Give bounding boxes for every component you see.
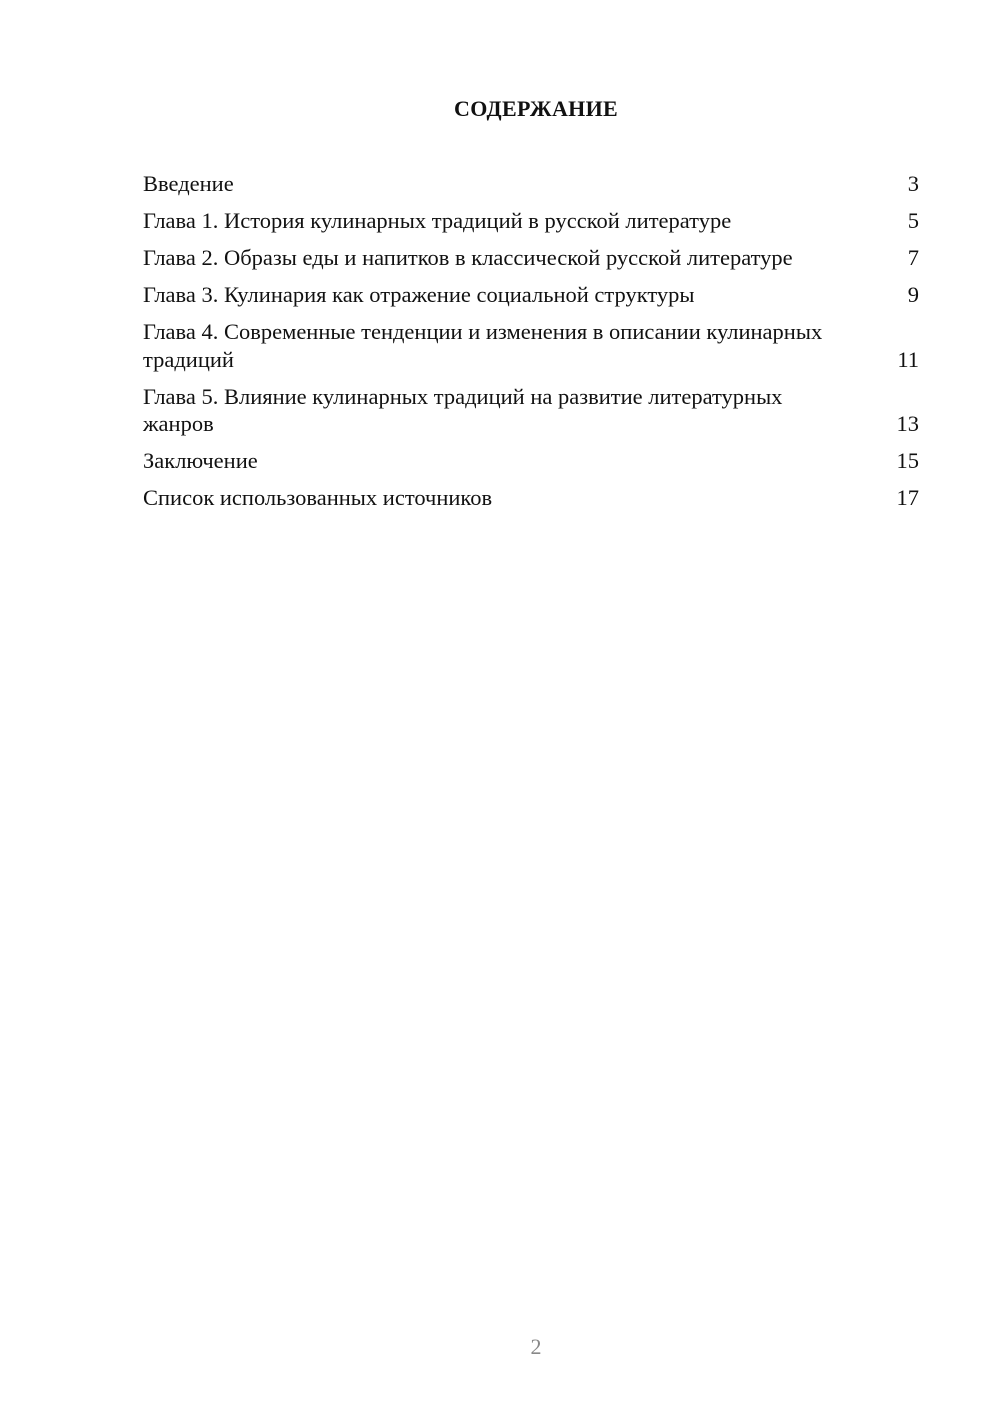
toc-entry-text: Глава 1. История кулинарных традиций в русской литературе (143, 208, 732, 233)
toc-entry-text: Глава 4. Современные тенденции и изменения в описании кулинарных традиций (143, 319, 823, 372)
toc-entry-references[interactable] (143, 484, 919, 512)
toc-entry-text: Заключение (143, 448, 258, 473)
toc-entry-page-number: 15 (896, 448, 919, 473)
toc-entry-chapter-4[interactable] (143, 318, 919, 373)
toc-entry-chapter-3[interactable] (143, 281, 919, 309)
page-number: 2 (530, 1334, 542, 1359)
toc-entry-text: Список использованных источников (143, 485, 493, 510)
toc-entry-chapter-5[interactable] (143, 383, 919, 438)
toc-entry-page-number: 17 (896, 485, 919, 510)
toc-entry-page-number: 5 (907, 208, 919, 233)
toc-entry-text: Глава 2. Образы еды и напитков в классической русской литературе (143, 245, 793, 270)
toc-entry-page-number: 7 (907, 245, 919, 270)
toc-entry-introduction[interactable] (143, 170, 919, 198)
toc-entry-text: Введение (143, 171, 234, 196)
toc-entry-page-number: 3 (907, 171, 919, 196)
toc-entry-page-number: 9 (907, 282, 919, 307)
toc-entry-page-number: 13 (896, 411, 919, 436)
toc-entry-text: Глава 3. Кулинария как отражение социальной структуры (143, 282, 695, 307)
toc-list (143, 170, 919, 521)
toc-entry-text: Глава 5. Влияние кулинарных традиций на развитие литературных жанров (143, 383, 783, 436)
toc-entry-conclusion[interactable] (143, 447, 919, 475)
toc-entry-chapter-2[interactable] (143, 244, 919, 272)
toc-entry-chapter-1[interactable] (143, 207, 919, 235)
toc-entry-page-number: 11 (897, 346, 919, 372)
toc-title: СОДЕРЖАНИЕ (454, 96, 618, 121)
